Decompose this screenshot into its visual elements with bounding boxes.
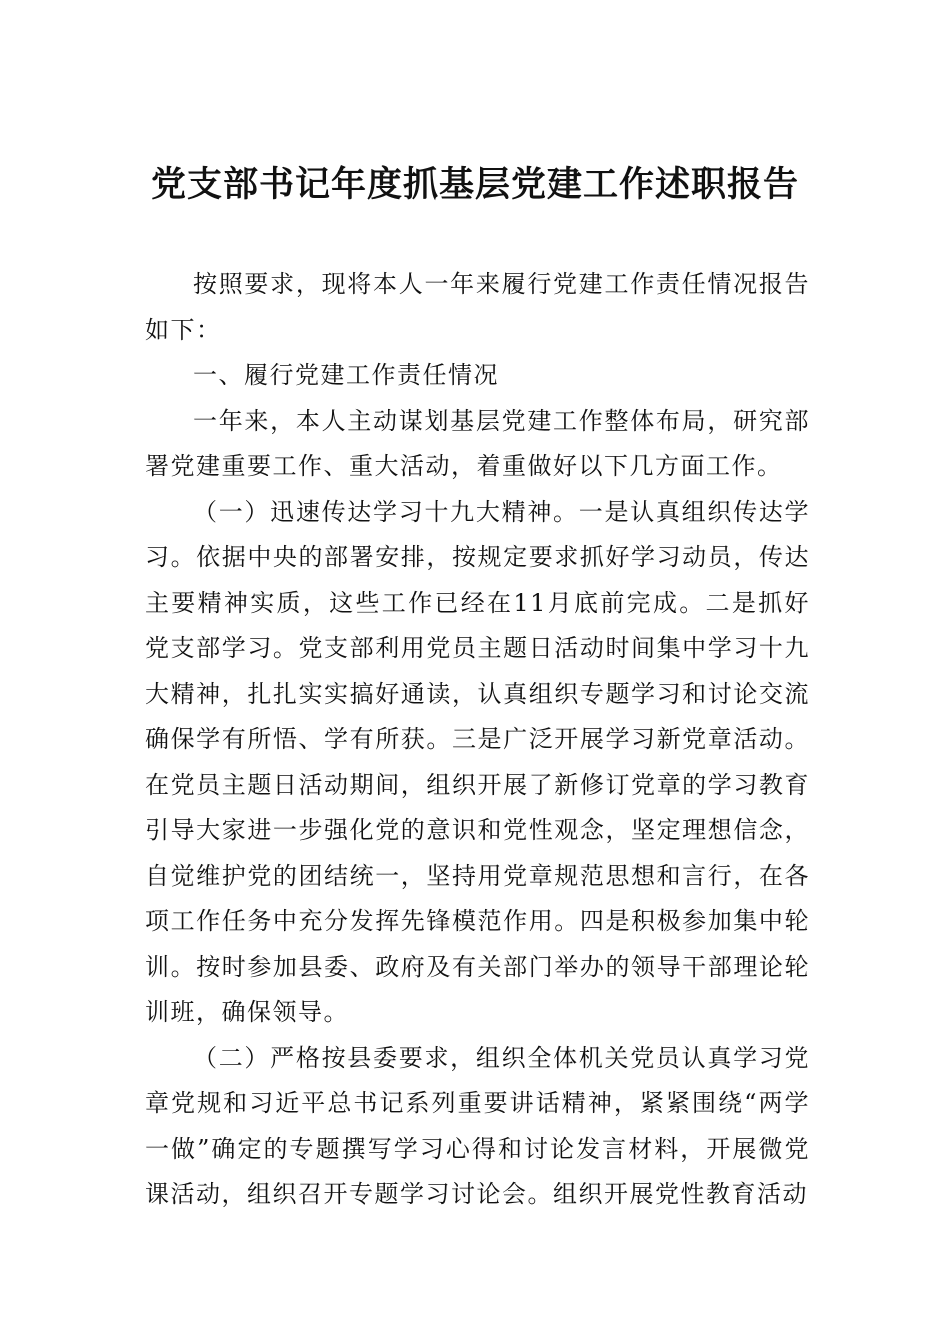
item-1-lead: （一）迅速传达学习十九大精神。 (193, 497, 579, 526)
intro-paragraph: 按照要求，现将本人一年来履行党建工作责任情况报告如下： (145, 270, 810, 344)
document-title: 党支部书记年度抓基层党建工作述职报告 (150, 164, 799, 205)
section-1-heading: 一、履行党建工作责任情况 (193, 361, 499, 389)
item-1-body: 一是认真组织传达学习。依据中央的部署安排，按规定要求抓好学习动员，传达主要精神实质，这些工作已经在11月底前完成。二是抓好党支部学习。党支部利用党员主题日活动时间集中学习十九大精神，扎扎实实搞好通读，认真组织专题学习和讨论交流确保学有所悟、学有所获。三是广泛开展学习新党章活动。在党员主题日活动期间，组织开展了新修订党章的学习教育引导大家进一步强化党的意识和党性观念，坚定理想信念，自觉维护党的团结统一，坚持用党章规范思想和言行，在各项工作任务中充分发挥先锋模范作用。四是积极参加集中轮训。按时参加县委、政府及有关部门举办的领导干部理论轮训班，确保领导。 (145, 497, 811, 1026)
section-1-overview-paragraph: 一年来，本人主动谋划基层党建工作整体布局，研究部署党建重要工作、重大活动，着重做好以下几方面工作。 (145, 406, 810, 480)
document-body (145, 262, 810, 1218)
item-2-paragraph: （二）严格按县委要求，组织全体机关党员认真学习党章党规和习近平总书记系列重要讲话精神，紧紧围绕“两学一做”确定的专题撰写学习心得和讨论发言材料，开展微党课活动，组织召开专题学习讨论会。组织开展党性教育活动 (145, 1043, 810, 1208)
item-1-paragraph (145, 490, 810, 1036)
